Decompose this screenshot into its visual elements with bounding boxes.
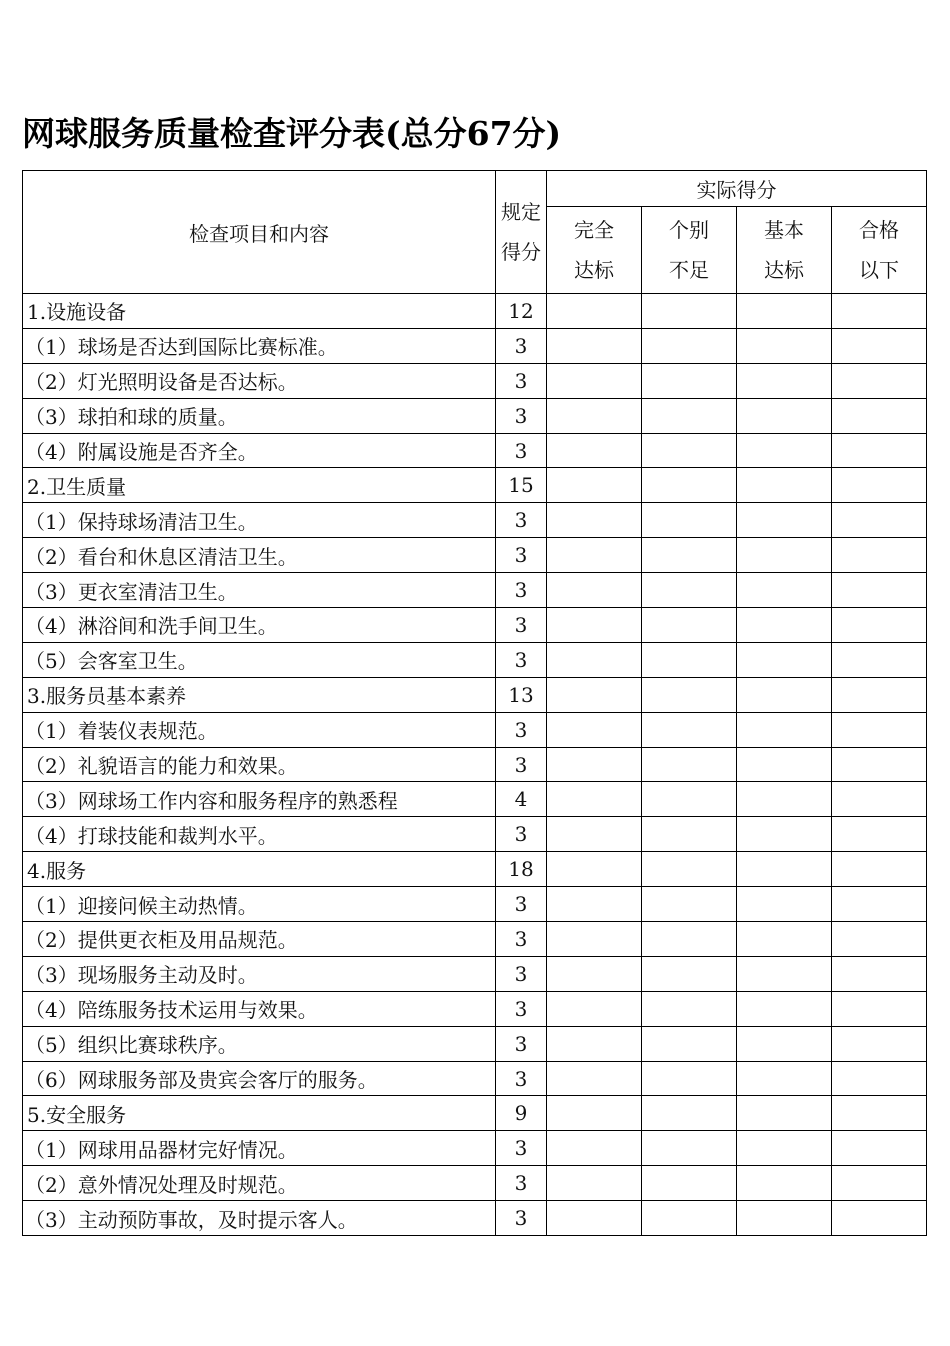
item-cell: （2）意外情况处理及时规范。 xyxy=(23,1166,496,1201)
score-entry-cell[interactable] xyxy=(737,1061,832,1096)
score-entry-cell[interactable] xyxy=(547,573,642,608)
score-entry-cell[interactable] xyxy=(642,608,737,643)
points-cell: 3 xyxy=(496,642,547,677)
score-entry-cell[interactable] xyxy=(642,1131,737,1166)
score-entry-cell[interactable] xyxy=(547,1096,642,1131)
item-cell: （3）网球场工作内容和服务程序的熟悉程 xyxy=(23,782,496,817)
score-entry-cell[interactable] xyxy=(642,573,737,608)
score-entry-cell[interactable] xyxy=(737,991,832,1026)
score-entry-cell[interactable] xyxy=(547,956,642,991)
table-row xyxy=(23,1201,927,1236)
score-entry-cell[interactable] xyxy=(737,712,832,747)
grade-header-below xyxy=(832,207,927,294)
score-entry-cell[interactable] xyxy=(737,817,832,852)
score-entry-cell[interactable] xyxy=(832,1096,927,1131)
table-row xyxy=(23,538,927,573)
points-cell: 3 xyxy=(496,1061,547,1096)
score-entry-cell[interactable] xyxy=(547,922,642,957)
page-title: 网球服务质量检查评分表(总分67分) xyxy=(22,114,562,153)
points-cell: 3 xyxy=(496,747,547,782)
item-cell: （1）着装仪表规范。 xyxy=(23,712,496,747)
score-entry-cell[interactable] xyxy=(547,1026,642,1061)
score-entry-cell[interactable] xyxy=(832,328,927,363)
score-entry-cell[interactable] xyxy=(832,503,927,538)
grade-header-text: 不足 xyxy=(669,258,709,282)
score-entry-cell[interactable] xyxy=(642,1026,737,1061)
item-cell: （5）组织比赛球秩序。 xyxy=(23,1026,496,1061)
grade-header-text: 完全 xyxy=(574,218,614,242)
score-entry-cell[interactable] xyxy=(642,1061,737,1096)
score-entry-cell[interactable] xyxy=(832,922,927,957)
item-cell: （4）打球技能和裁判水平。 xyxy=(23,817,496,852)
item-cell: （4）陪练服务技术运用与效果。 xyxy=(23,991,496,1026)
table-row xyxy=(23,887,927,922)
item-cell: （6）网球服务部及贵宾会客厅的服务。 xyxy=(23,1061,496,1096)
score-entry-cell[interactable] xyxy=(547,887,642,922)
score-entry-cell[interactable] xyxy=(547,852,642,887)
score-entry-cell[interactable] xyxy=(547,398,642,433)
score-entry-cell[interactable] xyxy=(642,433,737,468)
points-cell: 3 xyxy=(496,1201,547,1236)
score-entry-cell[interactable] xyxy=(547,503,642,538)
score-entry-cell[interactable] xyxy=(832,538,927,573)
score-entry-cell[interactable] xyxy=(737,1131,832,1166)
score-entry-cell[interactable] xyxy=(737,852,832,887)
section-cell: 4.服务 xyxy=(23,852,496,887)
score-entry-cell[interactable] xyxy=(547,1166,642,1201)
table-row xyxy=(23,503,927,538)
table-row xyxy=(23,573,927,608)
score-entry-cell[interactable] xyxy=(547,817,642,852)
score-entry-cell[interactable] xyxy=(642,887,737,922)
score-entry-cell[interactable] xyxy=(642,294,737,329)
score-entry-cell[interactable] xyxy=(737,922,832,957)
score-entry-cell[interactable] xyxy=(832,573,927,608)
points-cell: 4 xyxy=(496,782,547,817)
table-row xyxy=(23,782,927,817)
score-entry-cell[interactable] xyxy=(547,538,642,573)
points-cell: 15 xyxy=(496,468,547,503)
score-entry-cell[interactable] xyxy=(642,991,737,1026)
section-cell: 3.服务员基本素养 xyxy=(23,677,496,712)
score-entry-cell[interactable] xyxy=(642,922,737,957)
points-header-line-1: 规定 xyxy=(501,200,541,224)
score-entry-cell[interactable] xyxy=(642,956,737,991)
score-entry-cell[interactable] xyxy=(737,1166,832,1201)
score-entry-cell[interactable] xyxy=(642,328,737,363)
table-row xyxy=(23,608,927,643)
table-row xyxy=(23,1026,927,1061)
score-entry-cell[interactable] xyxy=(832,1166,927,1201)
score-entry-cell[interactable] xyxy=(832,852,927,887)
score-entry-cell[interactable] xyxy=(642,468,737,503)
score-entry-cell[interactable] xyxy=(832,991,927,1026)
table-row xyxy=(23,956,927,991)
score-entry-cell[interactable] xyxy=(642,782,737,817)
points-cell: 3 xyxy=(496,538,547,573)
grade-header-full xyxy=(547,207,642,294)
table-row xyxy=(23,398,927,433)
points-cell: 9 xyxy=(496,1096,547,1131)
score-entry-cell[interactable] xyxy=(547,433,642,468)
table-row xyxy=(23,1061,927,1096)
table-row xyxy=(23,712,927,747)
score-entry-cell[interactable] xyxy=(832,363,927,398)
score-table xyxy=(22,170,927,1236)
item-cell: （2）提供更衣柜及用品规范。 xyxy=(23,922,496,957)
actual-score-group-header: 实际得分 xyxy=(547,171,927,207)
table-row xyxy=(23,817,927,852)
points-cell: 3 xyxy=(496,608,547,643)
table-row xyxy=(23,852,927,887)
score-entry-cell[interactable] xyxy=(832,782,927,817)
item-cell: （2）看台和休息区清洁卫生。 xyxy=(23,538,496,573)
score-entry-cell[interactable] xyxy=(737,468,832,503)
points-cell: 3 xyxy=(496,887,547,922)
grade-header-text: 以下 xyxy=(859,258,899,282)
points-cell: 3 xyxy=(496,712,547,747)
score-entry-cell[interactable] xyxy=(832,677,927,712)
score-entry-cell[interactable] xyxy=(547,363,642,398)
points-cell: 18 xyxy=(496,852,547,887)
score-entry-cell[interactable] xyxy=(642,503,737,538)
score-entry-cell[interactable] xyxy=(547,1061,642,1096)
score-entry-cell[interactable] xyxy=(737,328,832,363)
points-cell: 3 xyxy=(496,503,547,538)
score-entry-cell[interactable] xyxy=(737,398,832,433)
score-entry-cell[interactable] xyxy=(737,538,832,573)
score-entry-cell[interactable] xyxy=(547,677,642,712)
score-entry-cell[interactable] xyxy=(737,294,832,329)
points-cell: 3 xyxy=(496,1131,547,1166)
item-column-header: 检查项目和内容 xyxy=(23,171,496,294)
score-entry-cell[interactable] xyxy=(642,747,737,782)
points-cell: 3 xyxy=(496,991,547,1026)
score-table-body xyxy=(23,294,927,1236)
points-cell: 3 xyxy=(496,398,547,433)
score-entry-cell[interactable] xyxy=(832,817,927,852)
points-cell: 3 xyxy=(496,328,547,363)
points-cell: 3 xyxy=(496,573,547,608)
score-entry-cell[interactable] xyxy=(832,398,927,433)
score-entry-cell[interactable] xyxy=(832,294,927,329)
score-entry-cell[interactable] xyxy=(832,1061,927,1096)
points-cell: 3 xyxy=(496,363,547,398)
score-entry-cell[interactable] xyxy=(547,991,642,1026)
score-entry-cell[interactable] xyxy=(547,1131,642,1166)
score-entry-cell[interactable] xyxy=(737,363,832,398)
score-entry-cell[interactable] xyxy=(547,328,642,363)
score-entry-cell[interactable] xyxy=(737,747,832,782)
table-row xyxy=(23,922,927,957)
score-entry-cell[interactable] xyxy=(547,294,642,329)
table-row xyxy=(23,328,927,363)
points-header-line-2: 得分 xyxy=(501,240,541,264)
grade-header-text: 达标 xyxy=(574,258,614,282)
item-cell: （1）网球用品器材完好情况。 xyxy=(23,1131,496,1166)
item-cell: （1）球场是否达到国际比赛标准。 xyxy=(23,328,496,363)
score-entry-cell[interactable] xyxy=(832,1026,927,1061)
score-entry-cell[interactable] xyxy=(737,1026,832,1061)
score-entry-cell[interactable] xyxy=(642,538,737,573)
item-cell: （2）礼貌语言的能力和效果。 xyxy=(23,747,496,782)
score-entry-cell[interactable] xyxy=(737,956,832,991)
table-row xyxy=(23,1131,927,1166)
item-cell: （4）附属设施是否齐全。 xyxy=(23,433,496,468)
table-row xyxy=(23,433,927,468)
score-entry-cell[interactable] xyxy=(642,817,737,852)
points-cell: 3 xyxy=(496,1026,547,1061)
table-row xyxy=(23,294,927,329)
score-entry-cell[interactable] xyxy=(547,468,642,503)
table-row xyxy=(23,677,927,712)
score-entry-cell[interactable] xyxy=(642,1166,737,1201)
points-column-header xyxy=(496,171,547,294)
score-entry-cell[interactable] xyxy=(832,1201,927,1236)
score-entry-cell[interactable] xyxy=(832,887,927,922)
score-entry-cell[interactable] xyxy=(547,608,642,643)
score-entry-cell[interactable] xyxy=(642,398,737,433)
score-entry-cell[interactable] xyxy=(737,887,832,922)
item-cell: （3）现场服务主动及时。 xyxy=(23,956,496,991)
score-entry-cell[interactable] xyxy=(832,433,927,468)
score-entry-cell[interactable] xyxy=(642,852,737,887)
grade-header-partial xyxy=(642,207,737,294)
item-cell: （3）球拍和球的质量。 xyxy=(23,398,496,433)
score-entry-cell[interactable] xyxy=(642,677,737,712)
score-entry-cell[interactable] xyxy=(547,1201,642,1236)
item-cell: （3）更衣室清洁卫生。 xyxy=(23,573,496,608)
grade-header-text: 达标 xyxy=(764,258,804,282)
score-entry-cell[interactable] xyxy=(832,608,927,643)
score-entry-cell[interactable] xyxy=(737,642,832,677)
score-entry-cell[interactable] xyxy=(547,747,642,782)
score-entry-cell[interactable] xyxy=(832,712,927,747)
item-cell: （2）灯光照明设备是否达标。 xyxy=(23,363,496,398)
item-cell: （3）主动预防事故，及时提示客人。 xyxy=(23,1201,496,1236)
score-entry-cell[interactable] xyxy=(832,747,927,782)
table-row xyxy=(23,1166,927,1201)
score-entry-cell[interactable] xyxy=(737,433,832,468)
grade-header-basic xyxy=(737,207,832,294)
table-row xyxy=(23,991,927,1026)
table-row xyxy=(23,642,927,677)
score-entry-cell[interactable] xyxy=(642,1201,737,1236)
score-entry-cell[interactable] xyxy=(737,1096,832,1131)
score-entry-cell[interactable] xyxy=(737,573,832,608)
points-cell: 3 xyxy=(496,922,547,957)
score-entry-cell[interactable] xyxy=(737,1201,832,1236)
score-entry-cell[interactable] xyxy=(737,782,832,817)
points-cell: 3 xyxy=(496,1166,547,1201)
points-cell: 3 xyxy=(496,433,547,468)
points-cell: 13 xyxy=(496,677,547,712)
section-cell: 2.卫生质量 xyxy=(23,468,496,503)
score-entry-cell[interactable] xyxy=(832,1131,927,1166)
item-cell: （4）淋浴间和洗手间卫生。 xyxy=(23,608,496,643)
section-cell: 5.安全服务 xyxy=(23,1096,496,1131)
score-entry-cell[interactable] xyxy=(642,712,737,747)
score-entry-cell[interactable] xyxy=(547,712,642,747)
score-entry-cell[interactable] xyxy=(642,363,737,398)
section-cell: 1.设施设备 xyxy=(23,294,496,329)
score-entry-cell[interactable] xyxy=(642,1096,737,1131)
score-entry-cell[interactable] xyxy=(737,503,832,538)
table-row xyxy=(23,363,927,398)
score-entry-cell[interactable] xyxy=(737,677,832,712)
score-entry-cell[interactable] xyxy=(832,468,927,503)
table-row xyxy=(23,1096,927,1131)
score-entry-cell[interactable] xyxy=(832,956,927,991)
score-entry-cell[interactable] xyxy=(737,608,832,643)
grade-header-text: 基本 xyxy=(764,218,804,242)
grade-header-text: 合格 xyxy=(859,218,899,242)
item-cell: （1）迎接问候主动热情。 xyxy=(23,887,496,922)
points-cell: 3 xyxy=(496,817,547,852)
score-entry-cell[interactable] xyxy=(547,642,642,677)
score-entry-cell[interactable] xyxy=(547,782,642,817)
score-entry-cell[interactable] xyxy=(832,642,927,677)
item-cell: （1）保持球场清洁卫生。 xyxy=(23,503,496,538)
points-cell: 12 xyxy=(496,294,547,329)
item-cell: （5）会客室卫生。 xyxy=(23,642,496,677)
score-entry-cell[interactable] xyxy=(642,642,737,677)
table-row xyxy=(23,747,927,782)
points-cell: 3 xyxy=(496,956,547,991)
grade-header-text: 个别 xyxy=(669,218,709,242)
table-row xyxy=(23,468,927,503)
